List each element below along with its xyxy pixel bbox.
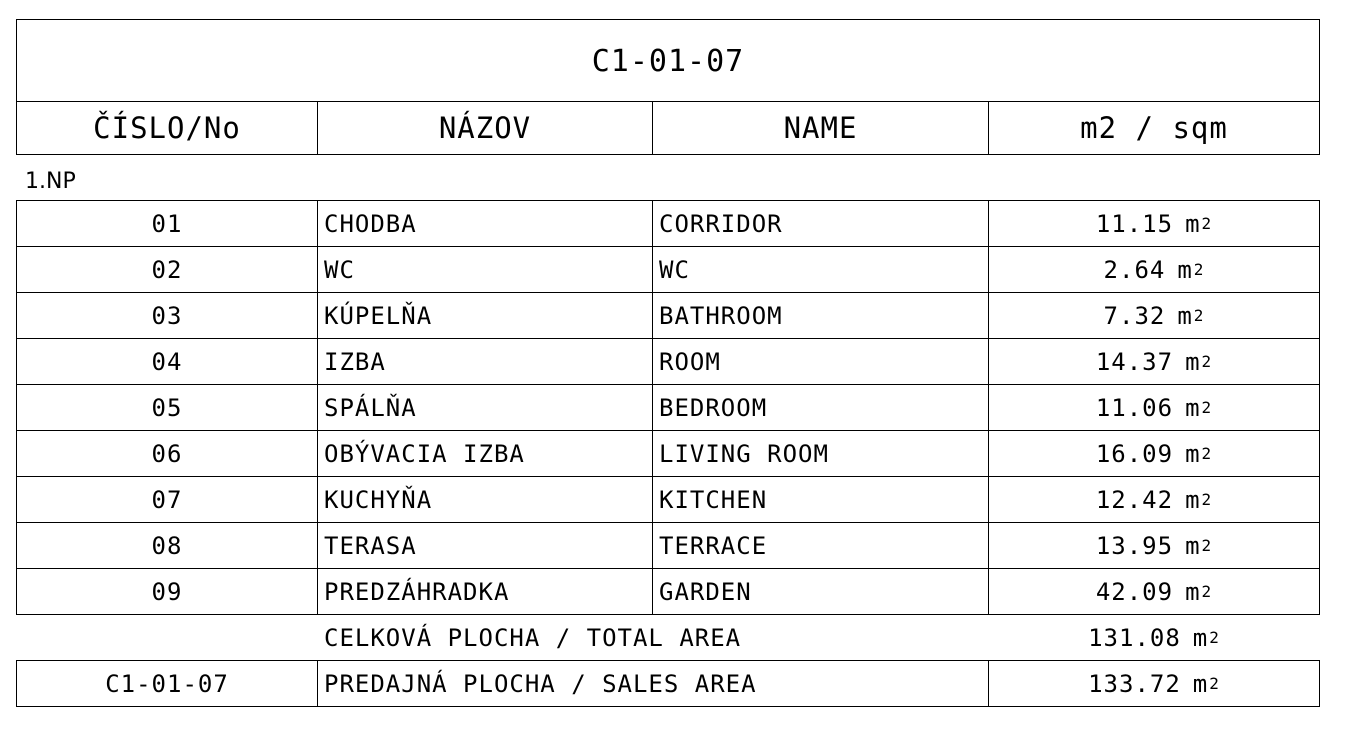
room-nazov: PREDZÁHRADKA (324, 577, 510, 606)
room-name: WC (659, 255, 690, 284)
area-unit: m (1185, 439, 1201, 468)
header-nazov: NÁZOV (438, 111, 532, 145)
room-name: LIVING ROOM (659, 439, 829, 468)
area-unit: m (1185, 393, 1201, 422)
room-name: ROOM (659, 347, 721, 376)
room-nazov: SPÁLŇA (324, 393, 417, 422)
room-number: 03 (151, 301, 183, 330)
room-name: BATHROOM (659, 301, 783, 330)
room-area: 11.06 m 2 (1095, 393, 1213, 422)
area-unit: m (1192, 624, 1209, 652)
room-number: 08 (151, 531, 183, 560)
header-number: ČÍSLO/No (93, 111, 241, 145)
sales-area: 133.72 m 2 (1088, 669, 1220, 698)
room-name: GARDEN (659, 577, 752, 606)
header-name: NAME (783, 111, 858, 145)
room-area-value: 11.06 (1095, 393, 1174, 422)
total-label: CELKOVÁ PLOCHA / TOTAL AREA (324, 624, 742, 652)
room-number: 01 (151, 209, 183, 238)
area-unit: m (1185, 531, 1201, 560)
room-area: 16.09 m 2 (1095, 439, 1213, 468)
floor-label: 1.NP (25, 168, 76, 194)
room-number: 07 (151, 485, 183, 514)
area-unit: m (1185, 485, 1201, 514)
room-area: 42.09 m 2 (1095, 577, 1213, 606)
room-nazov: WC (324, 255, 355, 284)
sales-area-value: 133.72 (1088, 669, 1181, 698)
room-nazov: OBÝVACIA IZBA (324, 439, 525, 468)
room-area-value: 12.42 (1095, 485, 1174, 514)
area-unit: m (1177, 301, 1193, 330)
room-number: 09 (151, 577, 183, 606)
room-nazov: KUCHYŇA (324, 485, 433, 514)
total-area-value: 131.08 (1088, 624, 1181, 652)
sales-unit-id: C1-01-07 (105, 669, 229, 698)
room-area: 12.42 m 2 (1095, 485, 1213, 514)
area-unit: m (1185, 347, 1201, 376)
room-nazov: CHODBA (324, 209, 417, 238)
room-area-value: 7.32 (1103, 301, 1166, 330)
room-area: 7.32 m 2 (1103, 301, 1205, 330)
area-unit: m (1192, 669, 1209, 698)
room-area-value: 2.64 (1103, 255, 1166, 284)
room-name: CORRIDOR (659, 209, 783, 238)
area-unit: m (1177, 255, 1193, 284)
sales-label: PREDAJNÁ PLOCHA / SALES AREA (324, 669, 757, 698)
total-area: 131.08 m 2 (1088, 624, 1220, 652)
room-area-value: 16.09 (1095, 439, 1174, 468)
room-area: 13.95 m 2 (1095, 531, 1213, 560)
area-unit: m (1185, 209, 1201, 238)
room-area-value: 13.95 (1095, 531, 1174, 560)
room-area-value: 42.09 (1095, 577, 1174, 606)
area-unit: m (1185, 577, 1201, 606)
room-nazov: TERASA (324, 531, 417, 560)
room-number: 02 (151, 255, 183, 284)
room-name: TERRACE (659, 531, 768, 560)
room-number: 05 (151, 393, 183, 422)
room-area-value: 11.15 (1095, 209, 1174, 238)
room-area: 11.15 m 2 (1095, 209, 1213, 238)
room-nazov: IZBA (324, 347, 386, 376)
room-area-value: 14.37 (1095, 347, 1174, 376)
header-area: m2 / sqm (1080, 111, 1228, 145)
room-area: 14.37 m 2 (1095, 347, 1213, 376)
unit-title: C1-01-07 (591, 43, 745, 79)
room-name: KITCHEN (659, 485, 768, 514)
room-number: 04 (151, 347, 183, 376)
room-area: 2.64 m 2 (1103, 255, 1205, 284)
room-name: BEDROOM (659, 393, 768, 422)
room-nazov: KÚPELŇA (324, 301, 433, 330)
room-number: 06 (151, 439, 183, 468)
